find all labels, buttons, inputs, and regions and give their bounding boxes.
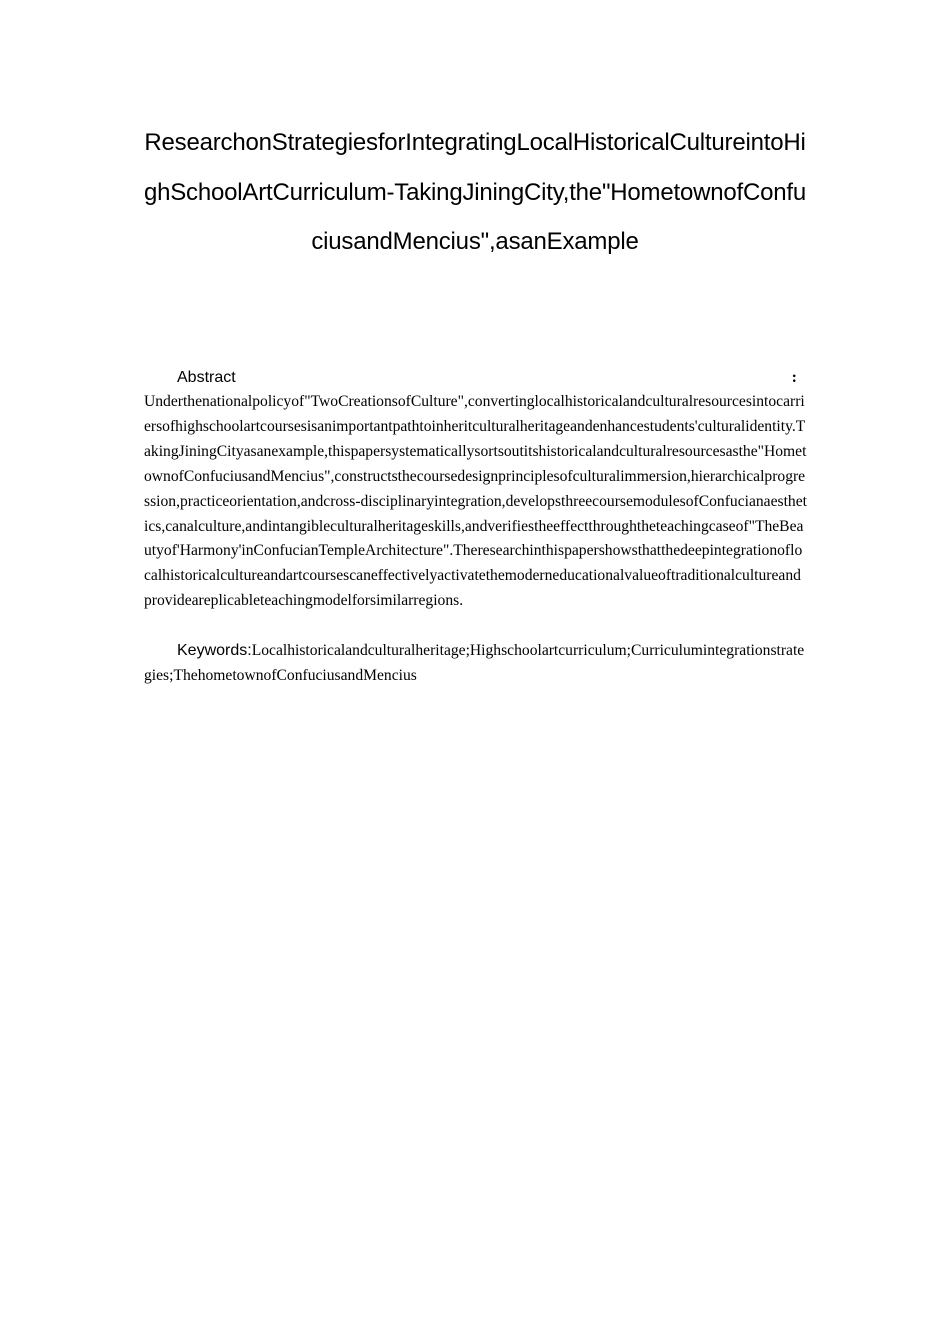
abstract-colon: : (791, 369, 797, 386)
keywords-label: Keywords: (177, 642, 252, 659)
abstract-text: Underthenationalpolicyof"TwoCreationsofCulture",convertinglocalhistoricalandculturalresourcesintocarriersofhighschoolartcoursesisanimportantpathtoinheritculturalheritageandenhancestudents'culturalidentity.TakingJiningCityasanexample,thispapersystematicallysortsoutitshistoricalandculturalresourcesasthe"HometownofConfuciusandMencius",constructsthecoursedesignprinciplesofculturalimmersion,hierarchicalprogression,practiceorientation,andcross-disciplinaryintegration,developsthreecoursemodulesofConfucianaesthetics,canalculture,andintangibleculturalheritageskills,andverifiestheeffectthroughtheteachingcaseof"TheBeautyof'Harmony'inConfucianTempleArchitecture".Theresearchinthispapershowsthatthedeepintegrationoflocalhistoricalcultureandartcoursescaneffectivelyactivatethemoderneducationalvalueoftraditionalcultureandprovideareplicableteachingmodelforsimilarregions. (144, 393, 807, 610)
abstract-heading (177, 367, 807, 389)
keywords-paragraph (144, 639, 807, 689)
paper-title: ResearchonStrategiesforIntegratingLocalHistoricalCultureintoHighSchoolArtCurriculum-TakingJiningCity,the"HometownofConfuciusandMencius",asanExample (143, 129, 807, 255)
abstract-label: Abstract (177, 369, 236, 386)
keywords-text: Localhistoricalandculturalheritage;Highschoolartcurriculum;Curriculumintegrationstrategies;ThehometownofConfuciusandMencius (144, 642, 805, 684)
